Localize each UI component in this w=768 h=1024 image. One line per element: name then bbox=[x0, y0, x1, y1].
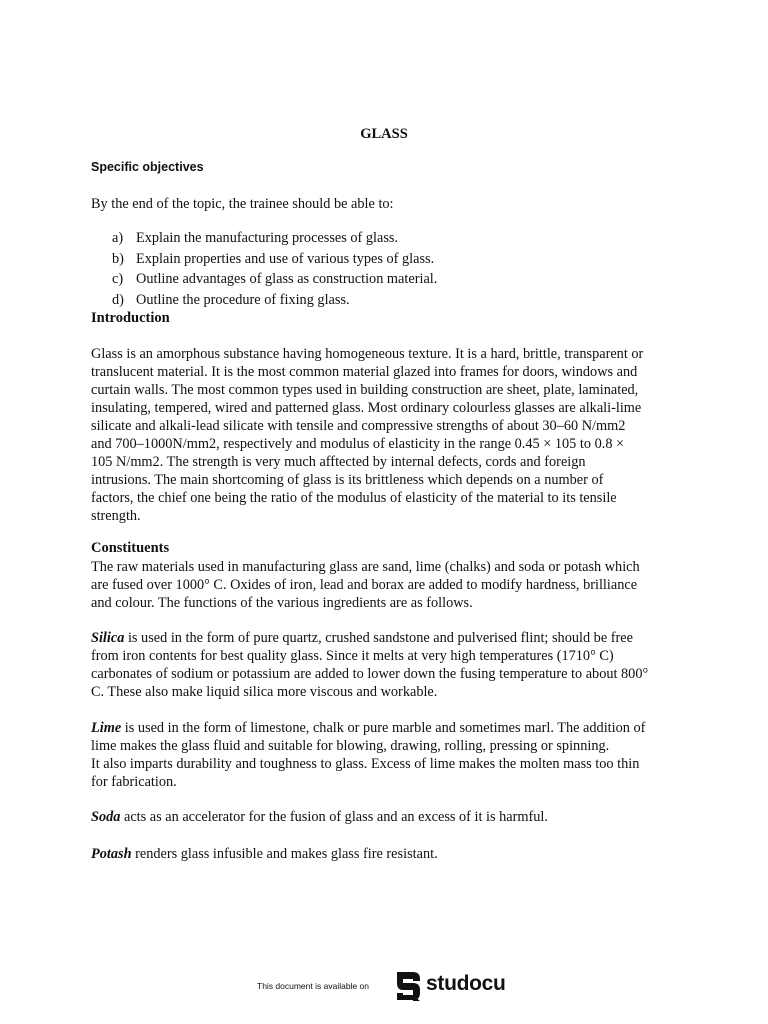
list-marker: b) bbox=[112, 250, 124, 267]
paragraph-line: It also imparts durability and toughness to glass. Excess of lime makes the molten mass too thin bbox=[91, 756, 640, 772]
paragraph-line: for fabrication. bbox=[91, 774, 177, 790]
paragraph-line: strength. bbox=[91, 508, 141, 524]
list-item-text: Explain the manufacturing processes of glass. bbox=[136, 230, 399, 246]
list-marker: d) bbox=[112, 291, 124, 308]
list-item bbox=[112, 269, 437, 290]
list-marker: a) bbox=[112, 230, 124, 246]
paragraph-line: from iron contents for best quality glass. Since it melts at very high temperatures (1710° C) bbox=[91, 648, 614, 664]
paragraph-line bbox=[91, 629, 681, 647]
paragraph-line: Glass is an amorphous substance having homogeneous texture. It is a hard, brittle, transparent or bbox=[91, 346, 644, 362]
paragraph-line: are fused over 1000° C. Oxides of iron, lead and borax are added to modify hardness, brilliance bbox=[91, 577, 638, 593]
silica-paragraph bbox=[91, 629, 681, 701]
paragraph-line: and 700–1000N/mm2, respectively and modulus of elasticity in the range 0.45 × 105 to 0.8 × bbox=[91, 436, 625, 452]
paragraph-line: C. These also make liquid silica more viscous and workable. bbox=[91, 684, 438, 700]
paragraph-line: curtain walls. The most common types used in building construction are sheet, plate, laminated, bbox=[91, 382, 639, 398]
constituents-paragraph bbox=[91, 558, 681, 612]
studocu-brand[interactable]: studocu bbox=[426, 972, 506, 995]
studocu-logo-icon[interactable] bbox=[393, 970, 423, 1002]
term-potash: Potash bbox=[91, 846, 132, 862]
lime-paragraph bbox=[91, 719, 681, 791]
paragraph-text: renders glass infusible and makes glass fire resistant. bbox=[131, 846, 438, 862]
paragraph-line: lime makes the glass fluid and suitable for blowing, drawing, rolling, pressing or spinning. bbox=[91, 738, 610, 754]
potash-paragraph bbox=[91, 845, 681, 863]
objectives-subheading: Specific objectives bbox=[91, 160, 204, 174]
paragraph-line: silicate and alkali-lead silicate with tensile and compressive strengths of about 30–60 N/mm2 bbox=[91, 418, 626, 434]
list-marker: c) bbox=[112, 271, 124, 287]
page-title: GLASS bbox=[360, 126, 408, 142]
soda-paragraph bbox=[91, 808, 681, 826]
introduction-paragraph bbox=[91, 345, 681, 525]
objectives-lead: By the end of the topic, the trainee should be able to: bbox=[91, 196, 394, 212]
paragraph-line: carbonates of sodium or potassium are added to lower down the fusing temperature to about 800° bbox=[91, 666, 649, 682]
paragraph-line bbox=[91, 719, 681, 737]
paragraph-line: translucent material. It is the most common material glazed into frames for doors, windows and bbox=[91, 364, 638, 380]
paragraph-line: factors, the chief one being the ratio of the modulus of elasticity of the material to its tensile bbox=[91, 490, 617, 506]
paragraph-line: insulating, tempered, wired and patterned glass. Most ordinary colourless glasses are alkali-lime bbox=[91, 400, 642, 416]
paragraph-text: acts as an accelerator for the fusion of glass and an excess of it is harmful. bbox=[120, 809, 548, 825]
list-item bbox=[112, 290, 437, 311]
list-item-text: Explain properties and use of various types of glass. bbox=[136, 250, 435, 267]
term-soda: Soda bbox=[91, 809, 121, 825]
term-silica: Silica bbox=[91, 630, 125, 646]
paragraph-line: The raw materials used in manufacturing glass are sand, lime (chalks) and soda or potash which bbox=[91, 559, 640, 575]
list-item-text: Outline advantages of glass as construction material. bbox=[136, 271, 438, 287]
objectives-list bbox=[112, 228, 437, 310]
paragraph-line: intrusions. The main shortcoming of glass is its brittleness which depends on a number of bbox=[91, 472, 604, 488]
list-item bbox=[112, 228, 437, 249]
studocu-footer[interactable] bbox=[0, 968, 768, 1004]
list-item-text: Outline the procedure of fixing glass. bbox=[136, 291, 350, 308]
footer-note: This document is available on bbox=[257, 981, 369, 991]
paragraph-line bbox=[91, 808, 681, 826]
paragraph-text: is used in the form of pure quartz, crushed sandstone and pulverised flint; should be free bbox=[124, 630, 633, 646]
paragraph-line bbox=[91, 845, 681, 863]
paragraph-text: is used in the form of limestone, chalk or pure marble and sometimes marl. The addition of bbox=[121, 720, 646, 736]
constituents-heading: Constituents bbox=[91, 540, 170, 556]
paragraph-line: 105 N/mm2. The strength is very much afftected by internal defects, cords and foreign bbox=[91, 454, 586, 470]
list-item bbox=[112, 249, 437, 270]
term-lime: Lime bbox=[91, 720, 122, 736]
paragraph-line: and colour. The functions of the various ingredients are as follows. bbox=[91, 595, 473, 611]
introduction-heading: Introduction bbox=[91, 310, 170, 326]
